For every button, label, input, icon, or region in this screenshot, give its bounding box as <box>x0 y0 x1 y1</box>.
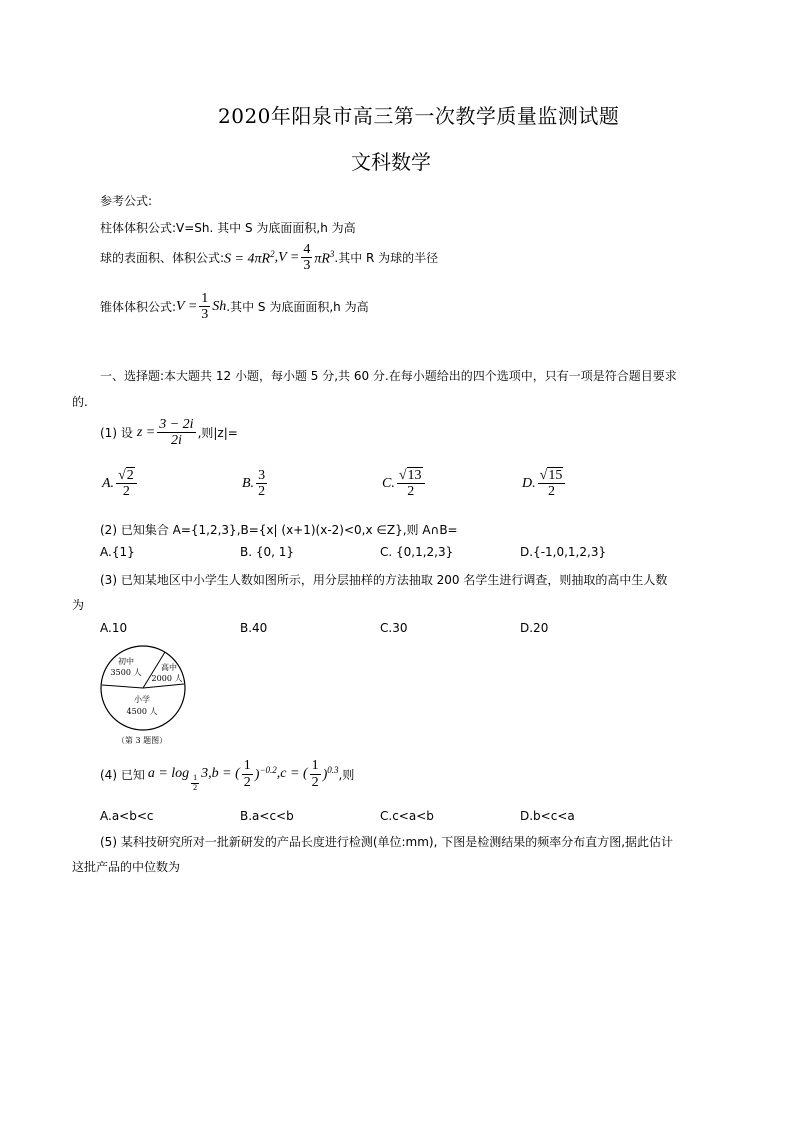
pie-label-junior-value: 3500 人 <box>110 668 142 677</box>
q1-option-b: B. $\frac{3}{2}$ <box>242 468 266 500</box>
q4-suffix: ,则 <box>338 767 355 782</box>
formula-cone-frac: $\frac{1}{3}$ <box>201 291 209 323</box>
pie-label-primary-value: 4500 人 <box>126 707 158 716</box>
formula-cone-v: V = <box>176 298 198 314</box>
q3-stem-line1: (3) 已知某地区中小学生人数如图所示，用分层抽样的方法抽取 200 名学生进行调查，则抽取的高中生人数 <box>100 573 668 587</box>
formula-cone-note: .其中 S 为底面面积,h 为高 <box>226 300 369 315</box>
formula-heading: 参考公式: <box>100 194 153 208</box>
q4-a-arg: 3,b = ( <box>201 766 240 782</box>
q4-option-d: D.b<c<a <box>520 809 575 823</box>
q2-option-d: D.{-1,0,1,2,3} <box>520 545 607 559</box>
q3-option-d: D.20 <box>520 621 549 635</box>
pie-label-senior-value: 2000 人 <box>151 674 183 683</box>
q5-stem-line1: (5) 某科技研究所对一批新研发的产品长度进行检测(单位:mm), 下图是检测结果的频率分布直方图,据此估计 <box>100 835 674 849</box>
q4-c-mid: ,c = ( <box>276 766 308 782</box>
q3-option-c: C.30 <box>380 621 408 635</box>
q4-option-a: A.a<b<c <box>100 809 154 823</box>
q1-suffix: ,则|z|= <box>197 426 238 441</box>
pie-label-senior-name: 高中 <box>161 663 177 672</box>
q4-c-exp: )$^{0.3}$ <box>322 764 339 783</box>
q3-option-b: B.40 <box>240 621 268 635</box>
q2-stem: (2) 已知集合 A={1,2,3},B={x| (x+1)(x-2)<0,x ∈Z},则 A∩B= <box>100 523 458 537</box>
formula-sphere-volume-left: ,V = <box>274 249 300 265</box>
q1-fraction: $\frac{3 - 2i}{2i}$ <box>159 417 194 449</box>
q1-option-c: C. $\frac{√13}{2}$ <box>382 468 427 500</box>
q4-c-frac: $\frac{1}{2}$ <box>311 758 319 790</box>
formula-cone-sh: Sh <box>212 298 227 314</box>
formula-sphere-volume-right: $\pi R^3$ <box>314 248 335 267</box>
formula-sphere-frac: $\frac{4}{3}$ <box>303 242 311 274</box>
q4-a: a = log <box>147 766 190 782</box>
pie-caption: （第 3 题图） <box>116 736 168 745</box>
formula-sphere-label: 球的表面积、体积公式: <box>100 251 225 266</box>
formula-sphere <box>100 242 438 274</box>
formula-sphere-area: $S = 4\pi R^2$ <box>224 248 275 267</box>
q1-prefix: (1) 设 <box>100 426 133 441</box>
formula-sphere-note: .其中 R 为球的半径 <box>334 251 439 266</box>
q1-option-d: D. $\frac{√15}{2}$ <box>522 468 567 500</box>
q4-option-c: C.c<a<b <box>380 809 434 823</box>
q4-b-exp: )$^{-0.2}$ <box>254 764 277 783</box>
q2-option-c: C. {0,1,2,3} <box>380 545 454 559</box>
formula-cone-label: 锥体体积公式: <box>100 300 177 315</box>
formula-cone <box>100 291 369 323</box>
q3-stem-line2: 为 <box>72 598 85 612</box>
page-title: 2020年阳泉市高三第一次教学质量监测试题 <box>218 104 620 128</box>
q4-log-base: $\frac{1}{2}$ <box>193 773 198 792</box>
q1-z: z = <box>136 424 156 440</box>
q3-option-a: A.10 <box>100 621 128 635</box>
q1-option-a: A. $\frac{√2}{2}$ <box>102 468 139 500</box>
q4-option-b: B.a<c<b <box>240 809 294 823</box>
formula-prism: 柱体体积公式:V=Sh. 其中 S 为底面面积,h 为高 <box>100 221 356 235</box>
section1-intro-line2: 的. <box>72 395 88 409</box>
q4-prefix: (4) 已知 <box>100 767 145 782</box>
q1-stem <box>100 417 238 449</box>
q2-option-b: B. {0, 1} <box>240 545 295 559</box>
pie-label-primary-name: 小学 <box>134 695 150 704</box>
q3-pie-figure <box>96 644 192 746</box>
q4-stem <box>100 756 354 793</box>
q4-b-frac: $\frac{1}{2}$ <box>243 758 251 790</box>
section1-intro-line1: 一、选择题:本大题共 12 小题，每小题 5 分,共 60 分.在每小题给出的四个选项中，只有一项是符合题目要求 <box>100 369 677 383</box>
pie-label-junior-name: 初中 <box>118 657 134 666</box>
q2-option-a: A.{1} <box>100 545 135 559</box>
q5-stem-line2: 这批产品的中位数为 <box>72 860 181 874</box>
page-subtitle: 文科数学 <box>351 150 431 174</box>
